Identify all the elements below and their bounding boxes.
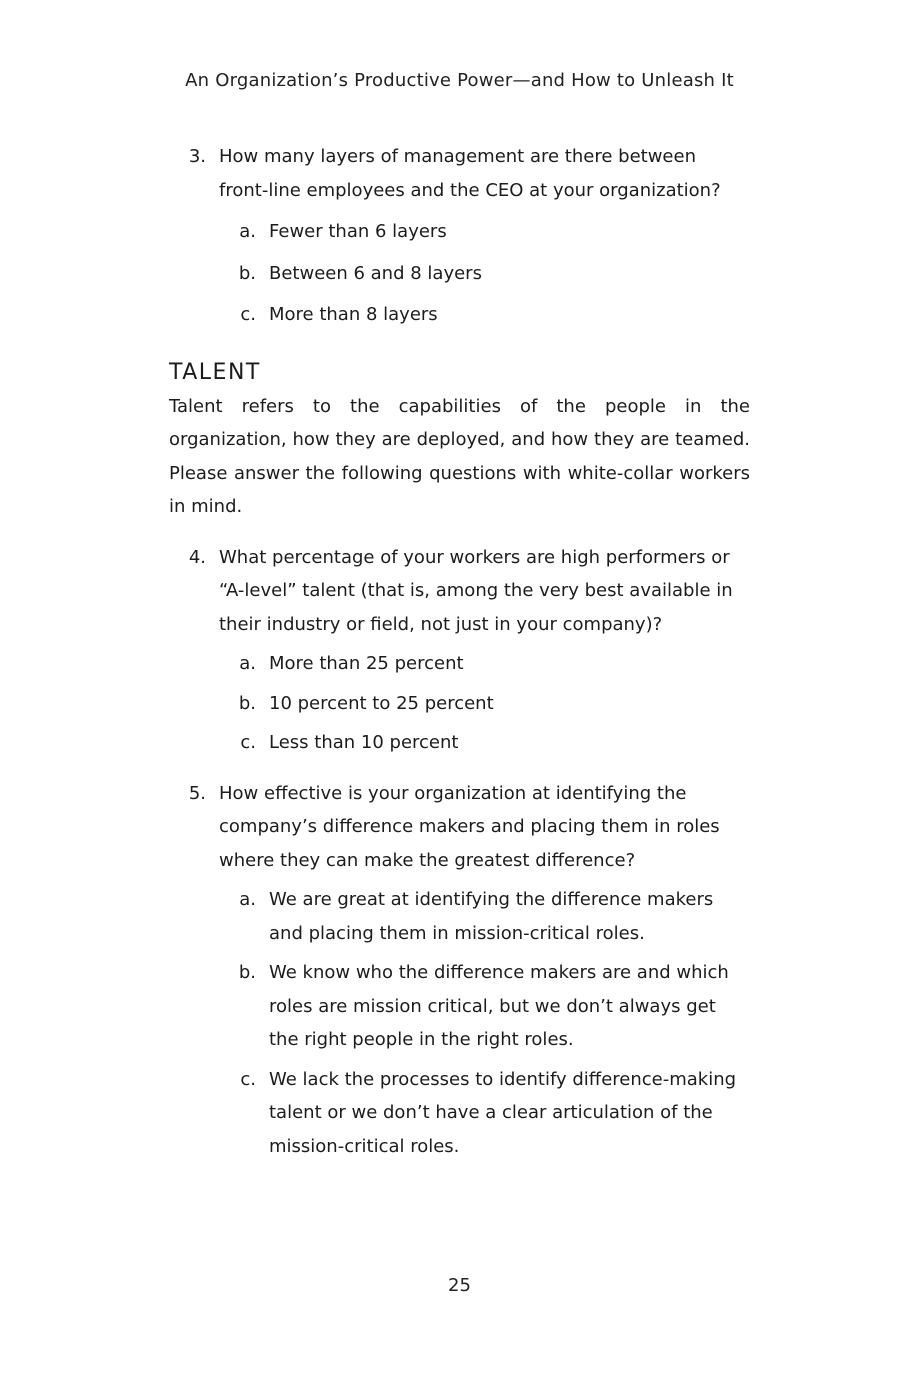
question-number: 3. <box>188 146 206 167</box>
question-number: 4. <box>188 546 206 568</box>
option-4a <box>169 647 750 681</box>
option-letter: c. <box>240 1068 256 1090</box>
option-letter: b. <box>238 962 256 983</box>
option-3c <box>169 298 750 332</box>
option-text: We lack the processes to identify difference-making talent or we don’t have a clear articulation of the mission-critical roles. <box>269 1068 737 1157</box>
option-5a <box>169 883 750 950</box>
question-text: How many layers of management are there between front-line employees and the CEO at your organization? <box>219 146 721 201</box>
question-3-options <box>169 215 750 332</box>
question-4-options <box>169 647 750 760</box>
option-3b <box>169 257 750 291</box>
option-text: Fewer than 6 layers <box>269 221 447 242</box>
option-5b <box>169 956 750 1057</box>
question-3 <box>169 140 750 207</box>
question-text: What percentage of your workers are high performers or “A-level” talent (that is, among the very best available in their industry or field, not just in your company)? <box>219 546 733 635</box>
option-4c <box>169 726 750 760</box>
question-5-options <box>169 883 750 1163</box>
option-letter: c. <box>240 304 256 325</box>
option-5c <box>169 1063 750 1164</box>
option-text: Less than 10 percent <box>269 732 459 753</box>
option-text: 10 percent to 25 percent <box>269 692 494 714</box>
question-5 <box>169 777 750 878</box>
option-text: Between 6 and 8 layers <box>269 262 482 284</box>
option-text: More than 8 layers <box>269 304 438 325</box>
option-3a <box>169 215 750 249</box>
option-letter: a. <box>239 653 256 674</box>
question-4 <box>169 541 750 642</box>
section-intro: Talent refers to the capabilities of the people in the organization, how they are deployed, and how they are teamed. Please answer the following questions with white-collar workers in mind. <box>169 395 750 517</box>
option-letter: c. <box>240 732 256 753</box>
option-4b <box>169 687 750 721</box>
page-number: 25 <box>448 1275 471 1296</box>
question-number: 5. <box>188 782 206 804</box>
option-letter: b. <box>238 262 256 284</box>
section-title: TALENT <box>169 359 261 385</box>
option-letter: a. <box>239 221 256 242</box>
question-text: How effective is your organization at identifying the company’s difference makers and placing them in roles where they can make the greatest difference? <box>219 782 720 871</box>
option-text: More than 25 percent <box>269 653 464 674</box>
option-letter: a. <box>239 889 256 910</box>
option-text: We know who the difference makers are and which roles are mission critical, but we don’t always get the right people in the right roles. <box>269 962 729 1050</box>
running-header: An Organization’s Productive Power—and How to Unleash It <box>185 70 734 91</box>
option-letter: b. <box>238 692 256 714</box>
page-body <box>169 140 750 1163</box>
option-text: We are great at identifying the difference makers and placing them in mission-critical roles. <box>269 889 714 944</box>
